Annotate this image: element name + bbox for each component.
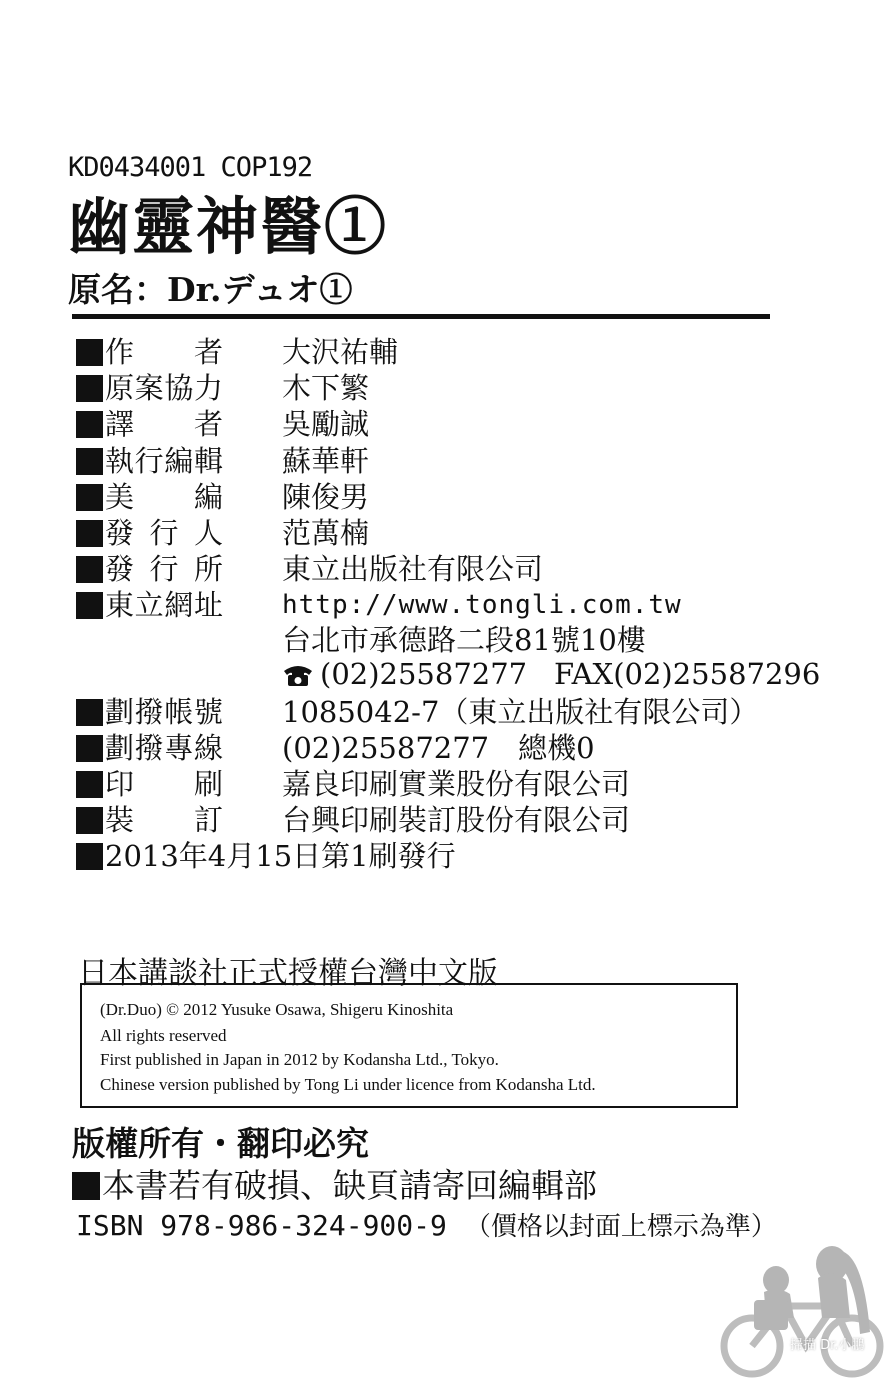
credit-label: 劃撥專線 [105, 731, 223, 765]
credit-value: 東立出版社有限公司 [282, 552, 544, 586]
bullet-square-icon [76, 771, 103, 798]
release-date: 2013年4月15日第1刷發行 [105, 839, 456, 873]
copyright-box [80, 983, 738, 1108]
credit-row-postal-line [76, 730, 595, 766]
bullet-square-icon [76, 699, 103, 726]
bullet-square-icon [76, 807, 103, 834]
bullet-square-icon [76, 520, 103, 547]
title-divider [72, 314, 770, 319]
isbn-line [76, 1206, 777, 1243]
credit-value: 陳俊男 [282, 480, 370, 514]
credit-row-editor [76, 443, 370, 479]
copyright-line: First published in Japan in 2012 by Kodansha Ltd., Tokyo. [100, 1050, 499, 1069]
copyright-line: Chinese version published by Tong Li under licence from Kodansha Ltd. [100, 1075, 596, 1094]
release-date-row [76, 838, 456, 874]
bullet-square-icon [76, 448, 103, 475]
isbn-number: ISBN 978-986-324-900-9 [76, 1209, 447, 1242]
phone-number: (02)25587277 [320, 657, 528, 691]
bullet-square-icon [76, 592, 103, 619]
bullet-square-icon [76, 375, 103, 402]
credit-row-website [76, 587, 682, 623]
damage-notice [72, 1160, 597, 1207]
price-note: （價格以封面上標示為準） [464, 1212, 777, 1242]
bullet-square-icon [76, 843, 103, 870]
credit-row-printing [76, 766, 631, 802]
bullet-square-icon [76, 735, 103, 762]
bullet-square-icon [76, 339, 103, 366]
copyright-line: All rights reserved [100, 1026, 227, 1045]
catalog-code: KD0434001 COP192 [68, 152, 313, 183]
credit-label: 原案協力 [105, 371, 223, 405]
telephone-icon [282, 662, 314, 688]
credit-row-concept [76, 370, 370, 406]
credit-value: 大沢祐輔 [282, 335, 399, 369]
bullet-square-icon [76, 411, 103, 438]
watermark-text: 掃描 Dr.小鵬 [790, 1338, 865, 1353]
credit-value: 吳勵誠 [282, 407, 370, 441]
credit-row-translator [76, 406, 370, 442]
credit-label: 執行編輯 [105, 444, 223, 478]
credit-value: 蘇華軒 [282, 444, 370, 478]
credit-row-author [76, 334, 399, 370]
credit-row-postal-account [76, 694, 759, 730]
credit-value: 台興印刷裝訂股份有限公司 [282, 803, 631, 837]
publisher-address: 台北市承德路二段81號10樓 [282, 623, 646, 657]
credit-label: 裝訂 [105, 803, 223, 837]
license-statement: 日本講談社正式授權台灣中文版 [78, 956, 498, 991]
copyright-line: (Dr.Duo) © 2012 Yusuke Osawa, Shigeru Kinoshita [100, 1000, 454, 1019]
credit-value: 木下繁 [282, 371, 370, 405]
credit-value: 嘉良印刷實業股份有限公司 [282, 767, 631, 801]
fax-number: FAX(02)25587296 [554, 657, 821, 691]
website-url: http://www.tongli.com.tw [282, 590, 682, 620]
credit-row-publisher [76, 515, 370, 551]
credit-row-art-editor [76, 479, 370, 515]
credit-label: 作者 [105, 335, 223, 369]
damage-notice-text: 本書若有破損、缺頁請寄回編輯部 [102, 1166, 597, 1205]
book-title: 幽靈神醫① [68, 190, 389, 263]
credit-value: (02)25587277 總機0 [282, 731, 595, 765]
bullet-square-icon [76, 484, 103, 511]
credit-label: 美編 [105, 480, 223, 514]
credit-row-binding [76, 802, 631, 838]
rights-reserved: 版權所有・翻印必究 [72, 1124, 369, 1163]
credit-value: 1085042-7（東立出版社有限公司） [282, 695, 759, 729]
credit-label: 譯者 [105, 407, 223, 441]
bicycle-silhouette-icon [714, 1222, 890, 1382]
credit-label: 劃撥帳號 [105, 695, 223, 729]
credit-label: 發行所 [105, 552, 223, 586]
phone-line [282, 656, 527, 692]
bullet-square-icon [72, 1172, 100, 1200]
bullet-square-icon [76, 556, 103, 583]
credit-label: 印刷 [105, 767, 223, 801]
credit-value: 范萬楠 [282, 516, 370, 550]
original-title: 原名：Dr.デュオ① [68, 270, 353, 309]
credit-label: 東立網址 [105, 588, 223, 622]
credit-row-publishing-house [76, 551, 544, 587]
credit-label: 發行人 [105, 516, 223, 550]
